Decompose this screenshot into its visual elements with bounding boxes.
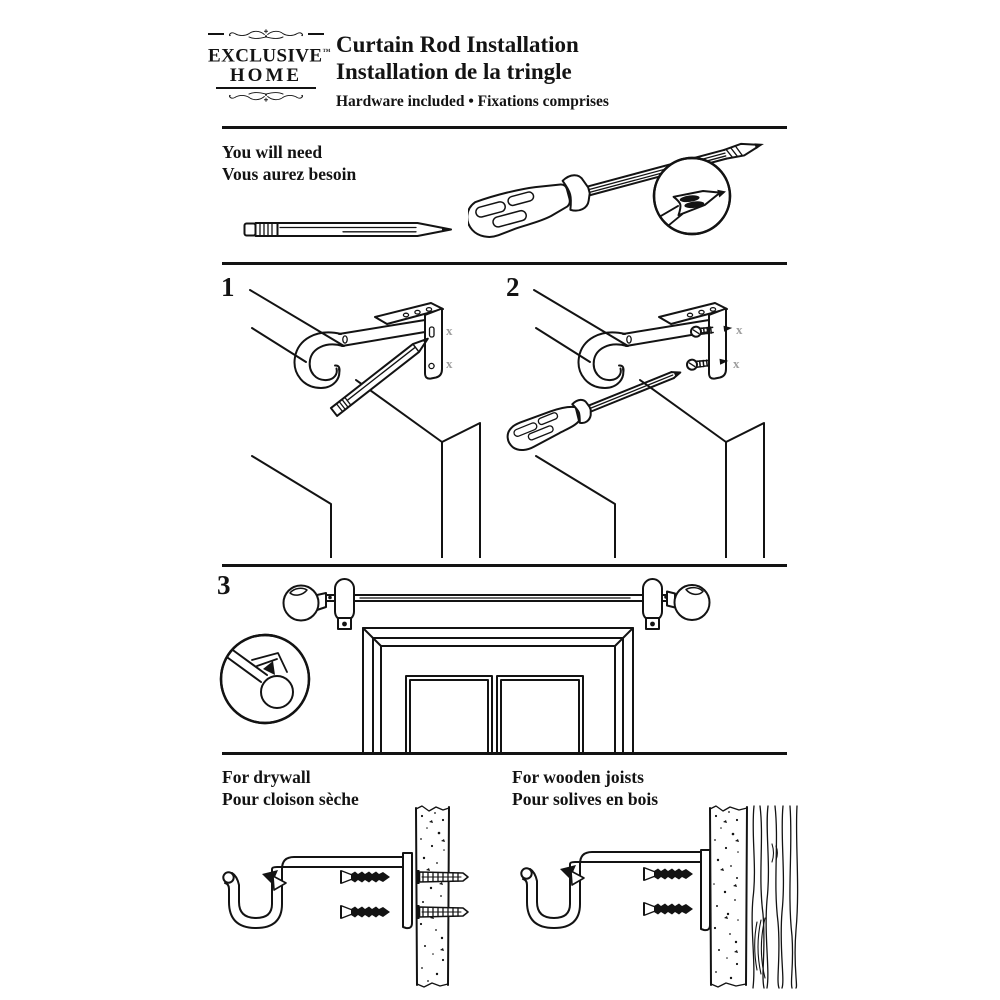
- screwdriver-illustration: [468, 130, 786, 258]
- finial-right: [664, 585, 709, 620]
- joist-cross-section: [710, 806, 798, 988]
- curtain-rod: [326, 595, 668, 601]
- you-will-need-label: You will need Vous aurez besoin: [222, 142, 357, 184]
- trademark-symbol: ™: [322, 47, 331, 56]
- window-frame: [363, 628, 633, 752]
- wooden-joist-mounting-illustration: [498, 804, 805, 990]
- step-3-illustration: [210, 566, 790, 752]
- drywall-anchor: [416, 870, 468, 884]
- rod-bracket: [643, 579, 662, 629]
- screwdriver: [504, 359, 687, 455]
- step-3-number: 3: [217, 570, 231, 600]
- step-2-illustration: [494, 270, 786, 558]
- step-1-illustration: [210, 270, 492, 558]
- flourish-icon: [227, 90, 305, 103]
- curtain-bracket: [579, 303, 727, 388]
- drywall-mounting-illustration: [210, 804, 502, 990]
- finial-left: [284, 586, 332, 621]
- drill-mark-label: x: [446, 323, 453, 338]
- wood-screw: [341, 871, 390, 883]
- section-divider: [222, 752, 787, 755]
- drywall-cross-section: [416, 806, 449, 987]
- wood-grain: [752, 806, 797, 988]
- step-1-number: 1: [221, 272, 235, 302]
- drill-mark-label: x: [736, 322, 743, 337]
- drywall-label: For drywall Pour cloison sèche: [222, 767, 359, 809]
- bracket-side-view: [223, 853, 412, 928]
- bracket-side-view: [521, 850, 710, 930]
- page-title-fr: Installation de la tringle: [336, 59, 572, 84]
- rod-bracket: [335, 579, 354, 629]
- wood-screw: [644, 903, 693, 915]
- wood-screw: [341, 906, 390, 918]
- page-title-en: Curtain Rod Installation: [336, 32, 579, 57]
- wooden-joists-label: For wooden joists Pour solives en bois: [512, 767, 659, 809]
- stipple-texture: [419, 812, 445, 982]
- brand-name: EXCLUSIVE™: [208, 45, 331, 67]
- header-titles: [336, 31, 609, 111]
- drywall-anchor: [416, 905, 468, 919]
- drill-mark-label: x: [733, 356, 740, 371]
- wood-screw: [644, 868, 693, 880]
- section-divider: [222, 262, 787, 265]
- brand-subname: HOME: [229, 65, 303, 87]
- logo-top-flourish: [208, 27, 324, 41]
- drill-mark-label: x: [446, 356, 453, 371]
- brand-logo: [208, 27, 331, 108]
- stipple-texture: [713, 811, 739, 979]
- section-divider: [222, 126, 787, 129]
- flourish-icon: [227, 28, 305, 41]
- page-subtitle: Hardware included • Fixations comprises: [336, 93, 609, 110]
- step-2-number: 2: [506, 272, 520, 302]
- pencil-illustration: [243, 215, 463, 243]
